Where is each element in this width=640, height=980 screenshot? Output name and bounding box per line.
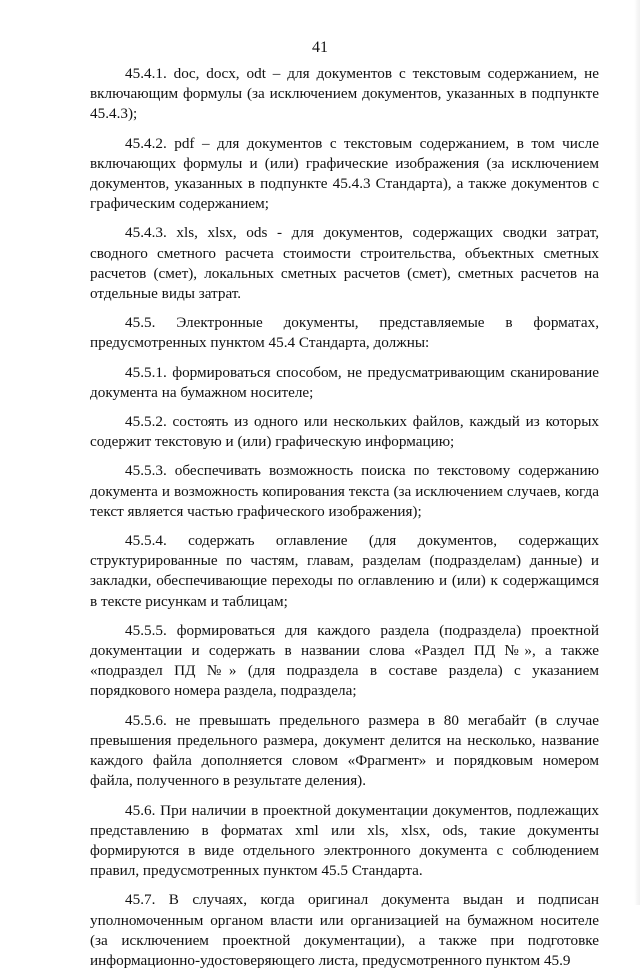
paragraph-45-7: 45.7. В случаях, когда оригинал документа выдан и подписан уполномоченным органом власти или организацией на бумажном носителе (за исключением проектной документации), а также при подготовке информационно-удостоверяющего листа, предусмотренного пунктом 45.9 <box>90 891 599 969</box>
paragraph-45-4-1: 45.4.1. doc, docx, odt – для документов с текстовым содержанием, не включающим формулы (за исключением документов, указанных в подпункте 45.4.3); <box>90 65 599 123</box>
document-body <box>90 64 599 980</box>
page-edge-shadow <box>634 0 640 905</box>
paragraph-45-5-5: 45.5.5. формироваться для каждого раздела (подраздела) проектной документации и содержать в названии слова «Раздел ПД №», а также «подраздел ПД №» (для подраздела в составе раздела) с указанием порядкового номера раздела, подраздела; <box>90 621 599 700</box>
paragraph-45-5: 45.5. Электронные документы, представляемые в форматах, предусмотренных пунктом 45.4 Стандарта, должны: <box>90 314 599 352</box>
paragraph-45-4-2: 45.4.2. pdf – для документов с текстовым содержанием, в том числе включающих формулы и (или) графические изображения (за исключением документов, указанных в подпункте 45.4.3 Стандарта), а также документов с графическим содержанием; <box>90 134 599 213</box>
paragraph-45-5-2: 45.5.2. состоять из одного или нескольких файлов, каждый из которых содержит текстовую и (или) графическую информацию; <box>90 413 599 451</box>
page-number: 41 <box>312 39 328 56</box>
paragraph-45-5-6: 45.5.6. не превышать предельного размера в 80 мегабайт (в случае превышения предельного размера, документ делится на несколько, название каждого файла дополняется словом «Фрагмент» и порядковым номером файла, полученного в результате деления). <box>90 711 599 790</box>
paragraph-45-5-3: 45.5.3. обеспечивать возможность поиска по текстовому содержанию документа и возможность копирования текста (за исключением случаев, когда текст является частью графического изображения); <box>90 462 599 520</box>
paragraph-45-5-1: 45.5.1. формироваться способом, не предусматривающим сканирование документа на бумажном носителе; <box>90 363 599 401</box>
paragraph-45-5-4: 45.5.4. содержать оглавление (для документов, содержащих структурированные по частям, главам, разделам (подразделам) данные) и закладки, обеспечивающие переходы по оглавлению и (или) к содержащимся в тексте рисункам и таблицам; <box>90 532 599 610</box>
paragraph-45-6: 45.6. При наличии в проектной документации документов, подлежащих представлению в форматах xml или xls, xlsx, ods, такие документы формируются в виде отдельного электронного документа с соблюдением правил, предусмотренных пунктом 45.5 Стандарта. <box>90 801 599 880</box>
paragraph-45-4-3: 45.4.3. xls, xlsx, ods - для документов, содержащих сводки затрат, сводного сметного расчета стоимости строительства, объектных сметных расчетов (смет), локальных сметных расчетов (смет), сметных расчетов на отдельные виды затрат. <box>90 224 599 303</box>
